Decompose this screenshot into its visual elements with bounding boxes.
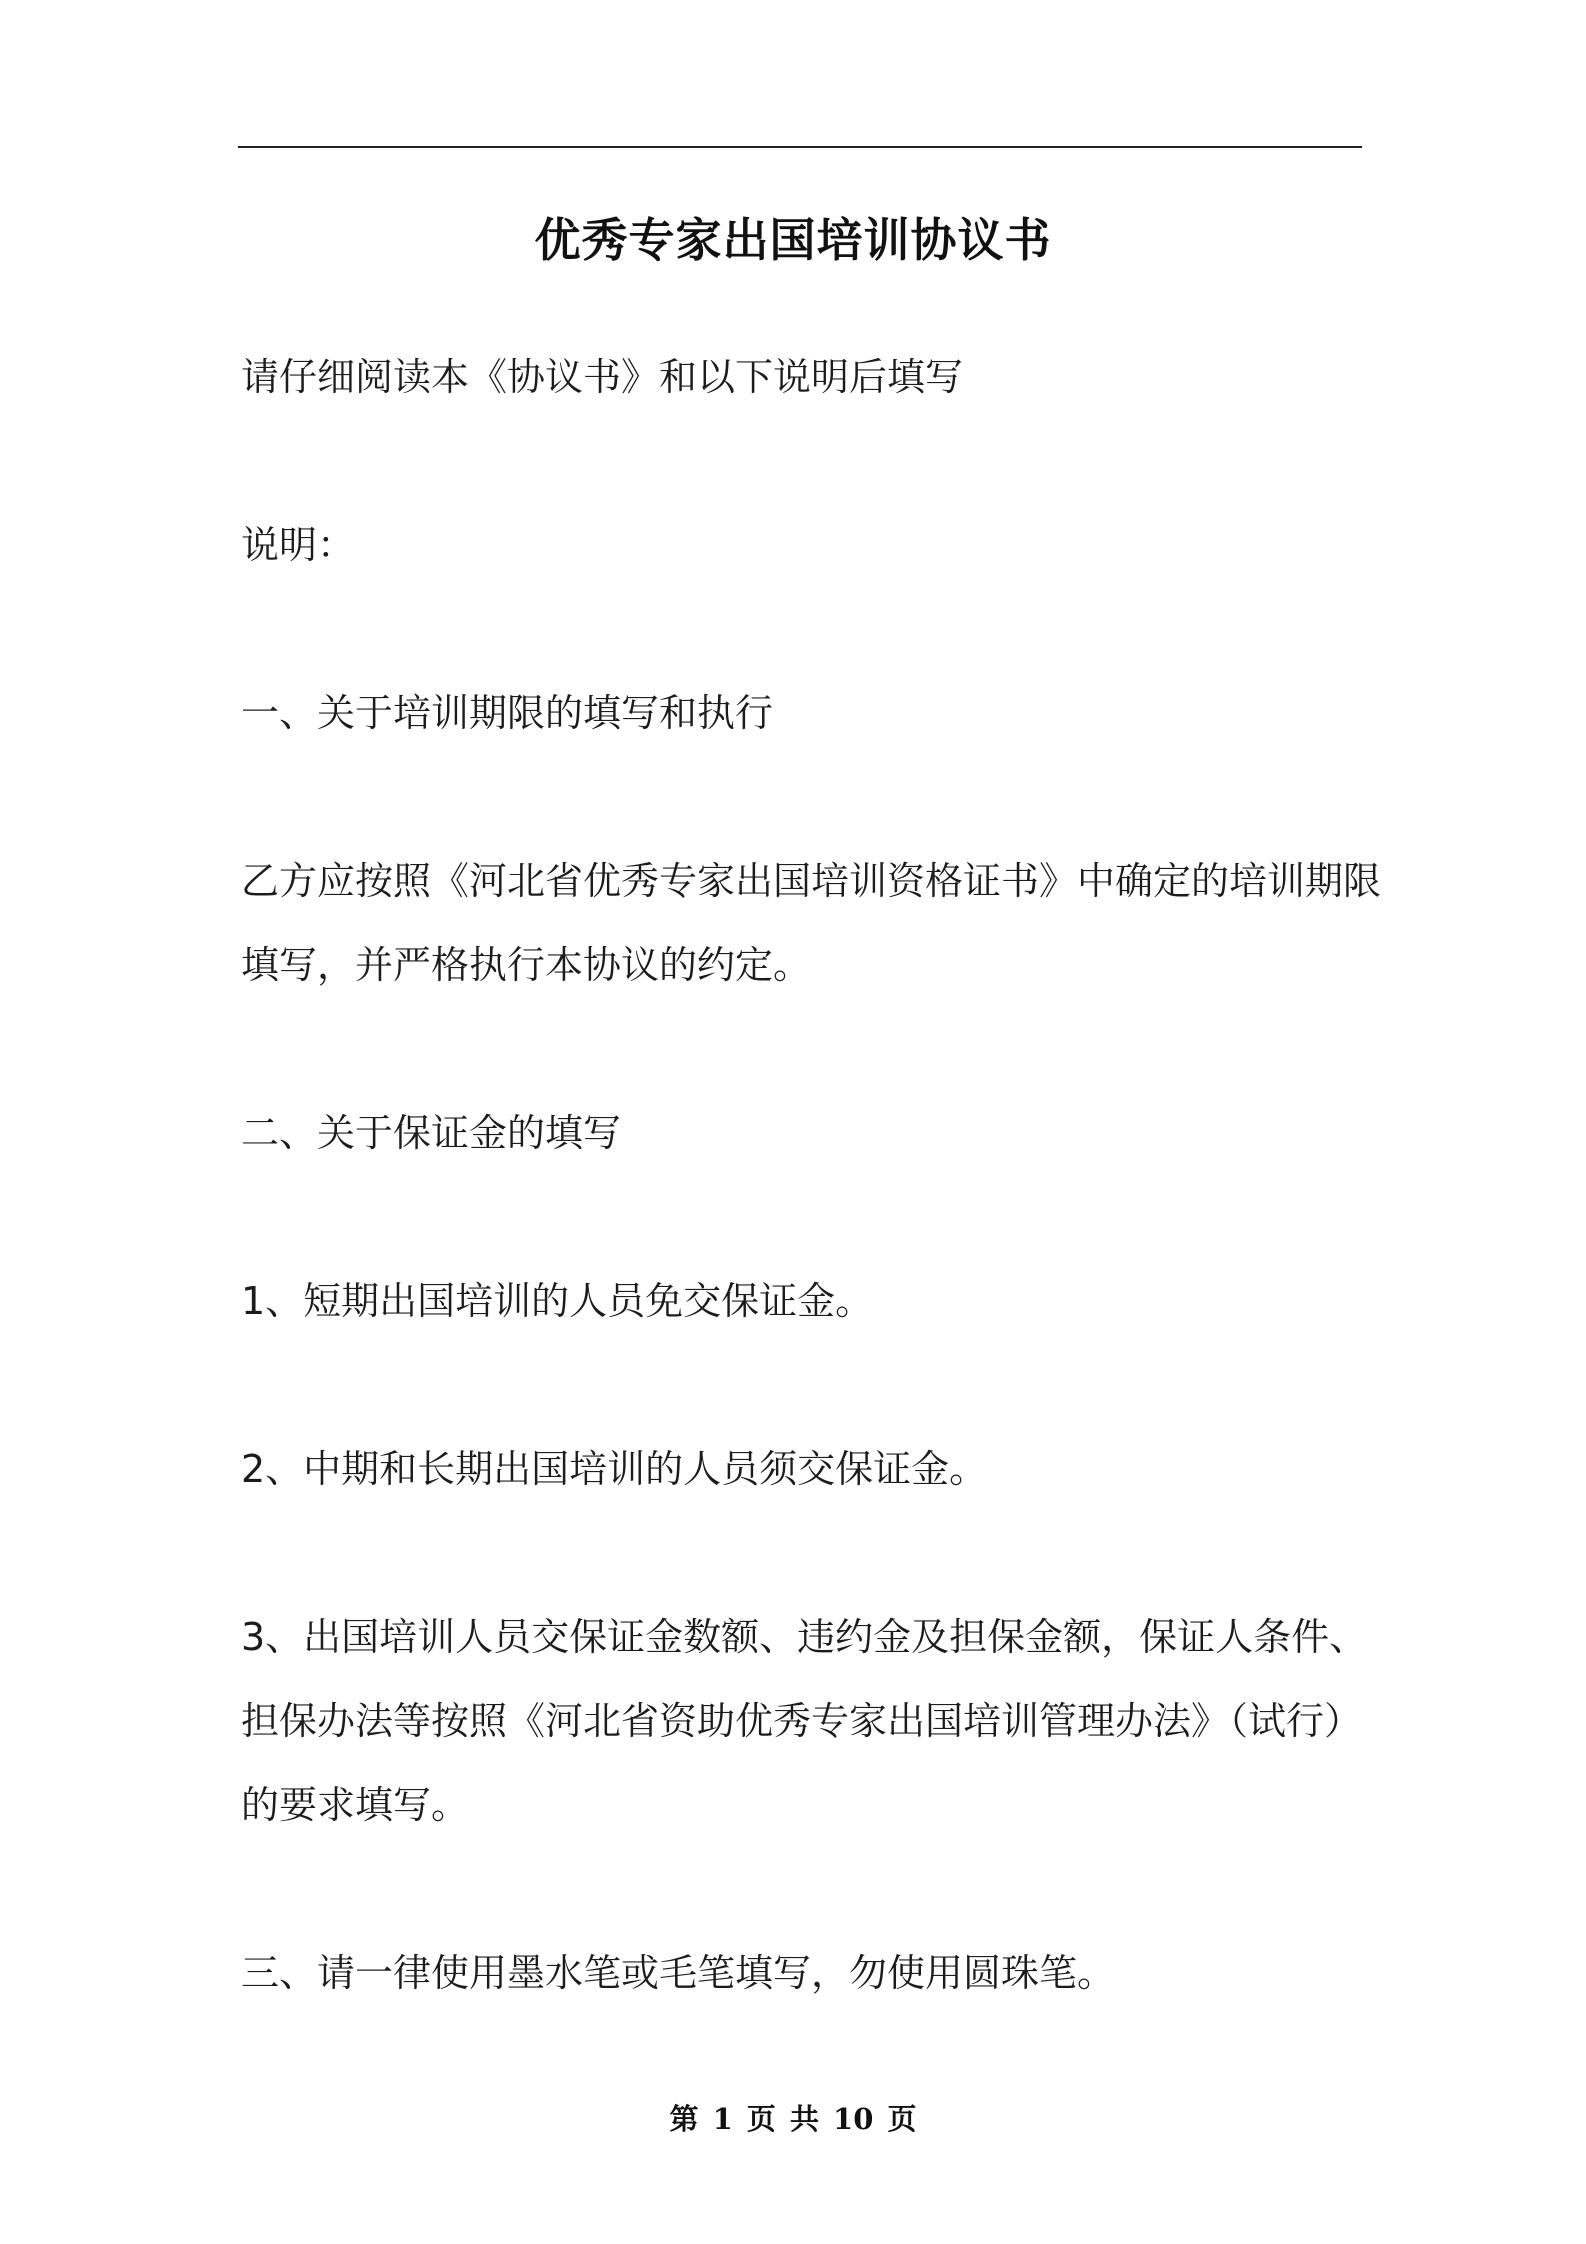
intro-text: 请仔细阅读本《协议书》和以下说明后填写 bbox=[241, 355, 964, 399]
list-item-3-line2: 担保办法等按照《河北省资助优秀专家出国培训管理办法》（试行） bbox=[241, 1699, 1363, 1743]
list-item-1: 1、短期出国培训的人员免交保证金。 bbox=[241, 1279, 874, 1323]
section3-heading: 三、请一律使用墨水笔或毛笔填写，勿使用圆珠笔。 bbox=[241, 1951, 1116, 1995]
header-rule bbox=[238, 146, 1362, 148]
document-body bbox=[241, 335, 1382, 2015]
page-number-footer: 第 1 页 共 10 页 bbox=[669, 2102, 917, 2136]
list-item-3-line3: 的要求填写。 bbox=[241, 1783, 470, 1827]
list-item-3-line1: 3、出国培训人员交保证金数额、违约金及担保金额，保证人条件、 bbox=[241, 1615, 1368, 1659]
section1-text-line2: 填写，并严格执行本协议的约定。 bbox=[241, 943, 812, 987]
section1-text-line1: 乙方应按照《河北省优秀专家出国培训资格证书》中确定的培训期限 bbox=[241, 859, 1382, 903]
list-item-2: 2、中期和长期出国培训的人员须交保证金。 bbox=[241, 1447, 988, 1491]
section2-heading: 二、关于保证金的填写 bbox=[241, 1111, 622, 1155]
note-heading: 说明： bbox=[241, 523, 356, 567]
document-title: 优秀专家出国培训协议书 bbox=[534, 213, 1052, 267]
section1-heading: 一、关于培训期限的填写和执行 bbox=[241, 691, 774, 735]
